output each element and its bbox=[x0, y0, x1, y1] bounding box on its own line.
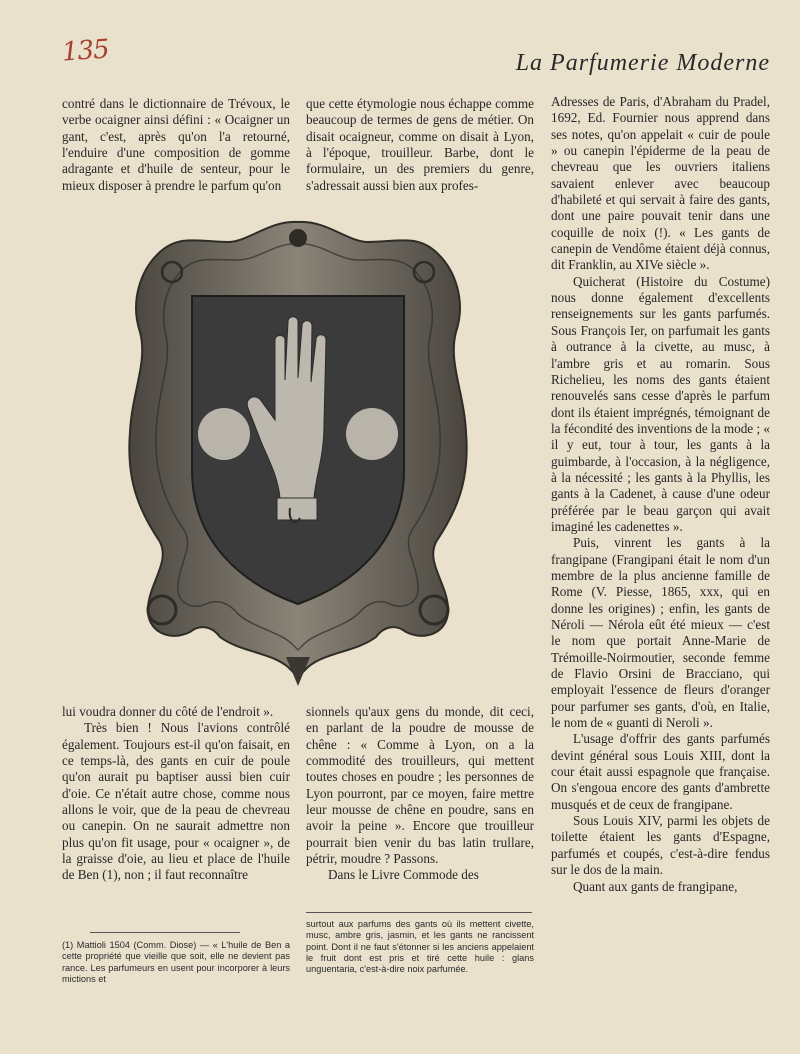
column-2-bottom bbox=[306, 704, 534, 884]
paragraph: Très bien ! Nous l'avions contrôlé également. Toujours est-il qu'on faisait, en ce temps-là, des gants en cuir de poule qu'on aurait pu baptiser aussi bien cuir d'oie. Ce n'était autre chose, comme nous allons le voir, que de la peau de chevreau ou canepin. On ne saurait admettre non plus qu'on fit usage, pour « ocaigner », de la graisse d'oie, au lieu et place de l'huile de Ben (1), non ; il faut reconnaître bbox=[62, 720, 290, 883]
bezant-left bbox=[198, 408, 250, 460]
paragraph: que cette étymologie nous échappe comme beaucoup de termes de gens de métier. On disait ocaigneur, comme on disait à Lyon, à l'époque, trouilleur. Barbe, dont le formulaire, un des premiers du genre, s'adressait aussi bien aux profes- bbox=[306, 96, 534, 193]
paragraph: lui voudra donner du côté de l'endroit ». bbox=[62, 704, 274, 719]
footnote-right: surtout aux parfums des gants où ils mettent civette, musc, ambre gris, jasmin, et les gants ne rancissent point. Dont il ne faut s'étonner si les anciens appelaient le fruit dont est pris et tiré cette huile : glans unguentaria, c'est-à-dire noix parfumée. bbox=[306, 919, 534, 975]
bottom-pendant bbox=[286, 657, 310, 686]
paragraph: Sous Louis XIV, parmi les objets de toilette étaient les gants d'Espagne, parfumés et coupés, c'est-à-dire fendus sur le dos de la main. bbox=[551, 813, 770, 878]
column-1-top bbox=[62, 96, 290, 194]
paragraph: L'usage d'offrir des gants parfumés devint général sous Louis XIII, dont la cour était aussi espagnole que française. On s'engoua encore des gants d'ambrette musqués et de ceux de frangipane. bbox=[551, 731, 770, 812]
bezant-right bbox=[346, 408, 398, 460]
journal-title: La Parfumerie Moderne bbox=[515, 50, 770, 76]
coat-of-arms-illustration bbox=[120, 212, 476, 686]
column-3 bbox=[551, 94, 770, 895]
paragraph: Quant aux gants de frangipane, bbox=[573, 878, 738, 894]
paragraph: Puis, vinrent les gants à la frangipane (Frangipani était le nom d'un membre de la plus ancienne famille de Rome (V. Piesse, 1865, xxx, qui en donne les origines) ; enfin, les gants de Néroli — Nérola eût été mieux — c'est le nom que portait Anne-Marie de Trémoille-Noirmoutier, seconde femme de Flavio Orsini de Bracciano, qui employait l'essence de fleurs d'oranger pour parfumer ses gants, d'où, en Italie, le nom de « guanti di Neroli ». bbox=[551, 535, 770, 731]
page-number: 135 bbox=[61, 34, 110, 68]
footnote-left: (1) Mattioli 1504 (Comm. Diose) — « L'huile de Ben a cette propriété que vieille que soit, elle ne devient pas rance. Les parfumeurs en usent pour incorporer à leurs mictions et bbox=[62, 940, 290, 984]
paragraph: Dans le Livre Commode des bbox=[328, 867, 479, 883]
paragraph: contré dans le dictionnaire de Trévoux, le verbe ocaigner ainsi défini : « Ocaigner un gant, c'est, après qu'on l'a retourné, l'enduire d'une composition de gomme adragante et d'huile de senteur, pour le mieux disposer à prendre le parfum qu'on bbox=[62, 96, 290, 193]
top-ornament bbox=[289, 229, 307, 247]
column-2-top bbox=[306, 96, 534, 194]
paragraph: sionnels qu'aux gens du monde, dit ceci, en parlant de la poudre de mousse de chêne : « Comme à Lyon, on a la commodité des trouilleurs, qui mettent toutes choses en poudre ; les personnes de Lyon pourront, par ce moyen, faire mettre leur mousse de chêne en poudre, sans en avoir la peine ». Encore que trouilleur pourrait bien venir du bas latin trullare, pétrir, moudre ? Passons. bbox=[306, 704, 534, 867]
column-1-bottom bbox=[62, 704, 290, 884]
paragraph: Quicherat (Histoire du Costume) nous donne également d'excellents renseignements sur les gants parfumés. Sous François Ier, on parfumait les gants à outrance à la civette, au musc, à l'ambre gris et au romarin. Sous Richelieu, les noms des gants étaient renouvelés sans cesse d'après le parfum dont ils étaient imprégnés, témoignant de la fécondité des inventions de la mode ; « il y eut, tour à tour, les gants à la guimbarde, à l'occasion, à la négligence, à la nécessité ; les gants à la Phyllis, les gants à la Cadenet, à cause d'une odeur préférée par le beau garçon qui avait imaginé les cadenettes ». bbox=[551, 273, 770, 534]
footnote-divider bbox=[306, 912, 532, 913]
footnote-divider bbox=[90, 932, 240, 933]
paragraph: Adresses de Paris, d'Abraham du Pradel, 1692, Ed. Fournier nous apprend dans ses notes, qu'on appelait « cuir de poule » ou canepin l'épiderme de la peau de chevreau que les ouvriers italiens savaient enlever avec beaucoup d'habileté et qui servait à faire des gants, dont une paire pouvait tenir dans une coquille de noix (!). « Les gants de canepin de Vendôme étaient déjà connus, dit Franklin, au XIVe siècle ». bbox=[551, 94, 770, 273]
